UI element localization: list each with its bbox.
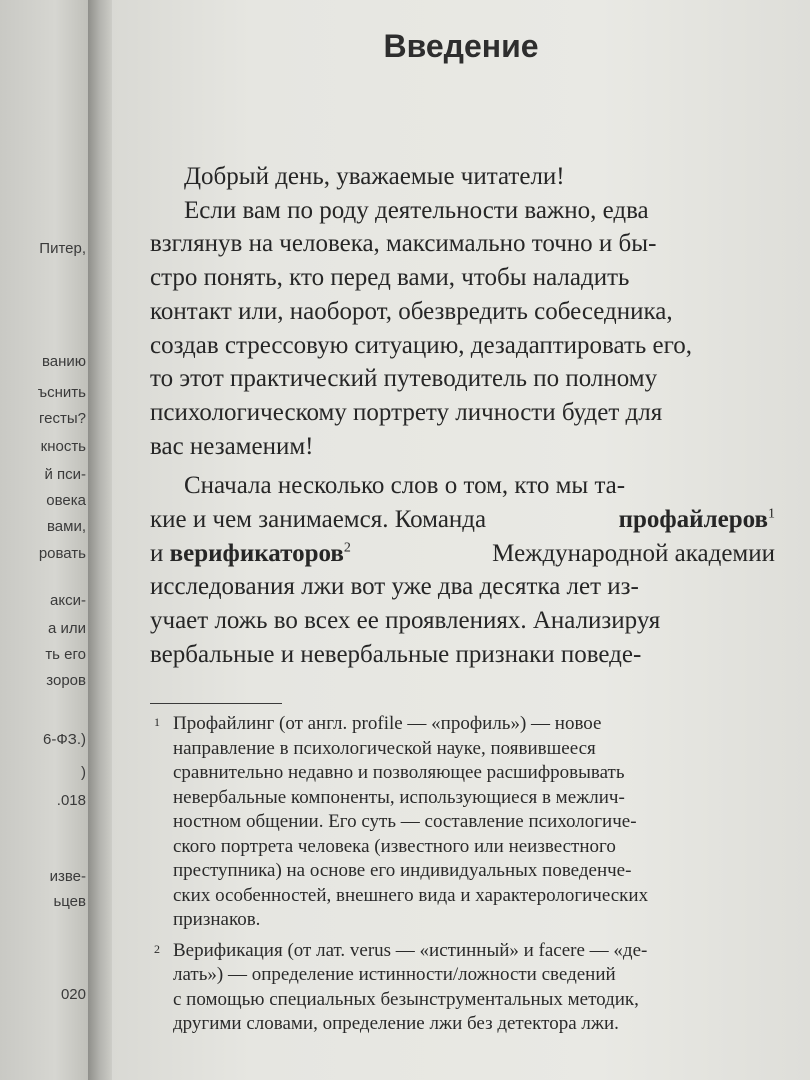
- footnote: [150, 712, 775, 933]
- body-text: [150, 160, 775, 672]
- footnote-line: ностном общении. Его суть — составление психологиче-: [173, 811, 637, 832]
- body-line: учает ложь во всех ее проявлениях. Анализируя: [150, 607, 661, 635]
- footnotes: [150, 712, 775, 1037]
- body-line: [150, 537, 775, 571]
- term-profilers: профайлеров: [618, 506, 768, 534]
- footnote-mark: 1: [154, 715, 160, 729]
- left-facing-page: [0, 0, 92, 1080]
- body-line: психологическому портрету личности будет для: [150, 398, 663, 426]
- left-page-fragment: ьцев: [53, 893, 86, 910]
- left-page-fragment: овека: [46, 492, 86, 509]
- footnote-divider: [150, 703, 282, 704]
- left-page-fragment: вами,: [46, 518, 86, 535]
- body-line: создав стрессовую ситуацию, дезадаптировать его,: [150, 331, 693, 359]
- left-page-fragment: изве-: [49, 868, 86, 885]
- footnote-line: невербальные компоненты, использующиеся в межлич-: [173, 786, 625, 808]
- left-page-fragment: ъснить: [37, 384, 86, 401]
- left-page-fragment: ): [81, 764, 86, 781]
- footnote-mark: 2: [154, 941, 160, 956]
- body-line: [150, 503, 775, 537]
- left-page-fragment: кность: [40, 438, 86, 455]
- footnote-line: Профайлинг (от англ. profile — «профиль») — новое: [173, 713, 602, 734]
- left-page-fragment: а или: [47, 620, 86, 637]
- footnote-line: ских особенностей, внешнего вида и характерологических: [173, 884, 649, 906]
- body-line: исследования лжи вот уже два десятка лет из-: [150, 573, 639, 601]
- body-line: контакт или, наоборот, обезвредить собеседника,: [150, 297, 673, 325]
- left-page-fragment: гесты?: [39, 410, 86, 427]
- footnote-line: ского портрета человека (известного или неизвестного: [173, 835, 616, 857]
- body-text-span: и: [150, 539, 164, 567]
- left-page-fragment: 6-ФЗ.): [43, 731, 86, 748]
- body-line: Добрый день, уважаемые читатели!: [184, 163, 565, 190]
- left-page-fragment: ванию: [41, 353, 86, 370]
- body-line: то этот практический путеводитель по полному: [150, 365, 658, 393]
- footnote-line: Верификация (от лат. verus — «истинный» и facere — «де-: [173, 939, 648, 961]
- body-line: взглянув на человека, максимально точно и бы-: [150, 230, 657, 258]
- body-line: вас незаменим!: [150, 432, 314, 460]
- body-line: вербальные и невербальные признаки поведе-: [150, 640, 642, 668]
- body-line: Если вам по роду деятельности важно, едва: [184, 196, 649, 224]
- footnote-line: преступника) на основе его индивидуальных поведенче-: [173, 860, 632, 881]
- left-page-fragment: 020: [60, 986, 86, 1003]
- footnote: [150, 939, 775, 1037]
- footnote-line: направление в психологической науке, появившееся: [173, 737, 596, 759]
- left-page-fragment: ровать: [38, 545, 86, 562]
- body-line: Сначала несколько слов о том, кто мы та-: [184, 472, 626, 500]
- footnote-line: другими словами, определение лжи без детектора лжи.: [173, 1013, 619, 1034]
- term-verifiers: верификаторов: [169, 539, 344, 567]
- left-page-fragment: ть его: [45, 646, 86, 663]
- chapter-title: Введение: [383, 28, 539, 64]
- footnote-ref: 1: [768, 506, 775, 522]
- body-text-span: Международной академии: [492, 539, 775, 567]
- book-page: [112, 0, 810, 1080]
- left-page-fragment: зоров: [46, 672, 86, 689]
- footnote-line: признаков.: [173, 909, 261, 930]
- left-page-fragment: Питер,: [39, 240, 86, 257]
- left-page-fragment: й пси-: [44, 466, 86, 483]
- left-page-fragment: акси-: [50, 592, 86, 609]
- body-line: стро понять, кто перед вами, чтобы наладить: [150, 264, 630, 292]
- body-text-span: кие и чем занимаемся. Команда: [150, 506, 487, 534]
- footnote-line: сравнительно недавно и позволяющее расшифровывать: [173, 762, 625, 783]
- left-page-fragment: .018: [56, 792, 86, 809]
- footnote-ref: 2: [343, 540, 351, 556]
- footnote-line: лать») — определение истинности/ложности сведений: [173, 964, 616, 985]
- footnote-line: с помощью специальных безынструментальных методик,: [173, 988, 639, 1010]
